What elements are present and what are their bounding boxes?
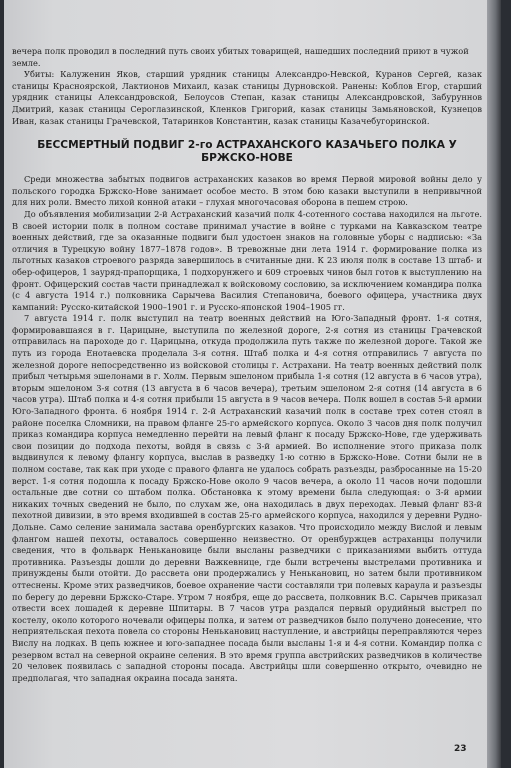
casualties-paragraph: Убиты: Калуженин Яков, старший урядник станицы Александро-Невской, Куранов Сергей, казак станицы Красноярской, Лактионов Михаил, казак станицы Дурновской. Ранены: Коблов Егор, старший урядник станицы Александровской, Белоусов Степан, казак станицы Александровской, Забуруннов Дмитрий, казак станицы Сероглазинской, Кленков Григорий, казак станицы Замьяновской, Кузнецов Иван, казак станицы Грачевской, Татаринков Константин, казак станицы Казачебугоринской. [12, 69, 482, 126]
continued-line-end: земле. [12, 57, 41, 68]
body-paragraph: До объявления мобилизации 2-й Астраханский казачий полк 4-сотенного состава находился на льготе. В своей истории полк в полном составе принимал участие в войне с турками на Кавказском театре военных действий, где за оказанные подвиги был удостоен знаков на головные уборы с надписью: «За отличия в Турецкую войну 1877–1878 годов». В тревожные дни лета 1914 г. формирование полка из льготных казаков строевого разряда завершилось в считанные дни. К 23 июля полк в составе 13 штаб- и обер-офицеров, 1 зауряд-прапорщика, 1 подхорунжего и 609 строевых чинов был готов к выступлению на фронт. Офицерский состав части принадлежал к войсковому сословию, за исключением командира полка (с 4 августа 1914 г.) полковника Сарычева Василия Степановича, боевого офицера, участника двух кампаний: Русско-китайской 1900–1901 г. и Русско-японской 1904–1905 гг. [12, 208, 482, 312]
body-paragraph: 7 августа 1914 г. полк выступил на театр военных действий на Юго-Западный фронт. 1-я сотня, формировавшаяся в г. Царицыне, выступила по железной дороге, 2-я сотня из станицы Грачевской отправилась на пароходе до г. Царицына, откуда продолжила путь также по железной дороге. Такой же путь из города Енотаевска проделала 3-я сотня. Штаб полка и 4-я сотня отправились 7 августа по железной дороге непосредственно из войсковой столицы г. Астрахани. На театр военных действий полк прибыл четырьмя эшелонами в г. Холм. Первым эшелоном прибыла 1-я сотня (12 августа в 6 часов утра), вторым эшелоном 3-я сотня (13 августа в 6 часов вечера), третьим эшелоном 2-я сотня (14 августа в 6 часов утра). Штаб полка и 4-я сотня прибыли 15 августа в 9 часов вечера. Полк вошел в состав 5-й армии Юго-Западного фронта. 6 ноября 1914 г. 2-й Астраханский казачий полк в составе трех сотен стоял в районе поселка Сломники, на правом фланге 25-го армейского корпуса. Около 3 часов дня полк получил приказ командира корпуса немедленно перейти на левый фланг к посаду Бржско-Нове, где удерживать свои позиции до подхода пехоты, войдя в связь с 3-й армией. Во исполнение этого приказа полк выдвинулся к левому флангу корпуса, выслав в разведку 1-ю сотню в Бржско-Нове. Сотни были не в полном составе, так как при уходе с правого фланга не удалось собрать разъезды, разбросанные на 15-20 верст. 1-я сотня подошла к посаду Бржско-Нове около 9 часов вечера, а около 11 часов ночи подошли остальные две сотни со штабом полка. Обстановка к этому времени была следующая: о 3-й армии никаких точных сведений не было, по слухам же, она находилась в двух переходах. Левый фланг 83-й пехотной дивизии, в это время входившей в состав 25-го армейского корпуса, находился у деревни Рудно-Дольне. Само селение занимала застава оренбургских казаков. Что происходило между Вислой и левым флангом нашей пехоты, оставалось совершенно неизвестно. От оренбуржцев астраханцы получили сведения, что в фольварк Ненькановице были высланы разведчики с приказаниями выбить оттуда противника. Разъезды дошли до деревни Важкевнице, где были встречены выстрелами противника и принуждены были отойти. До рассвета они продержались у Ненькановиц, но затем были противником оттеснены. Кроме этих разведчиков, боевое охранение части составляли три полевых караула и разъезды по берегу до деревни Бржско-Старе. Утром 7 ноября, еще до рассвета, полковник В.С. Сарычев приказал отвести всех лошадей к деревне Шпитары. В 7 часов утра раздался первый орудийный выстрел по костелу, около которого ночевали офицеры полка, и затем от разведчиков было получено донесение, что неприятельская пехота повела со стороны Ненькановиц наступление, и австрийцы переправляются через Вислу на лодках. В цепь южнее и юго-западнее посада были высланы 1-я и 4-я сотни. Командир полка с резервом встал на северной окраине селения. В это время группа австрийских разведчиков в количестве 20 человек появилась с западной стороны посада. Австрийцы шли совершенно открыто, очевидно не предполагая, что западная окраина посада занята. [12, 313, 482, 683]
continued-line: вечера полк проводил в последний путь своих убитых товарищей, нашедших последний приют в чужой [12, 46, 469, 56]
page-text [12, 46, 482, 684]
page-number: 23 [454, 744, 467, 754]
page-edge-shadow [487, 0, 501, 768]
book-page [4, 0, 501, 768]
section-heading: БЕССМЕРТНЫЙ ПОДВИГ 2-го АСТРАХАНСКОГО КАЗАЧЬЕГО ПОЛКА У БРЖСКО-НОВЕ [37, 139, 457, 165]
body-paragraph: Среди множества забытых подвигов астраханских казаков во время Первой мировой войны дело у польского городка Бржско-Нове занимает особое место. В этом бою казаки выступили в непривычной для них роли. Вместо лихой конной атаки – глухая многочасовая оборона в пешем строю. [12, 174, 482, 208]
